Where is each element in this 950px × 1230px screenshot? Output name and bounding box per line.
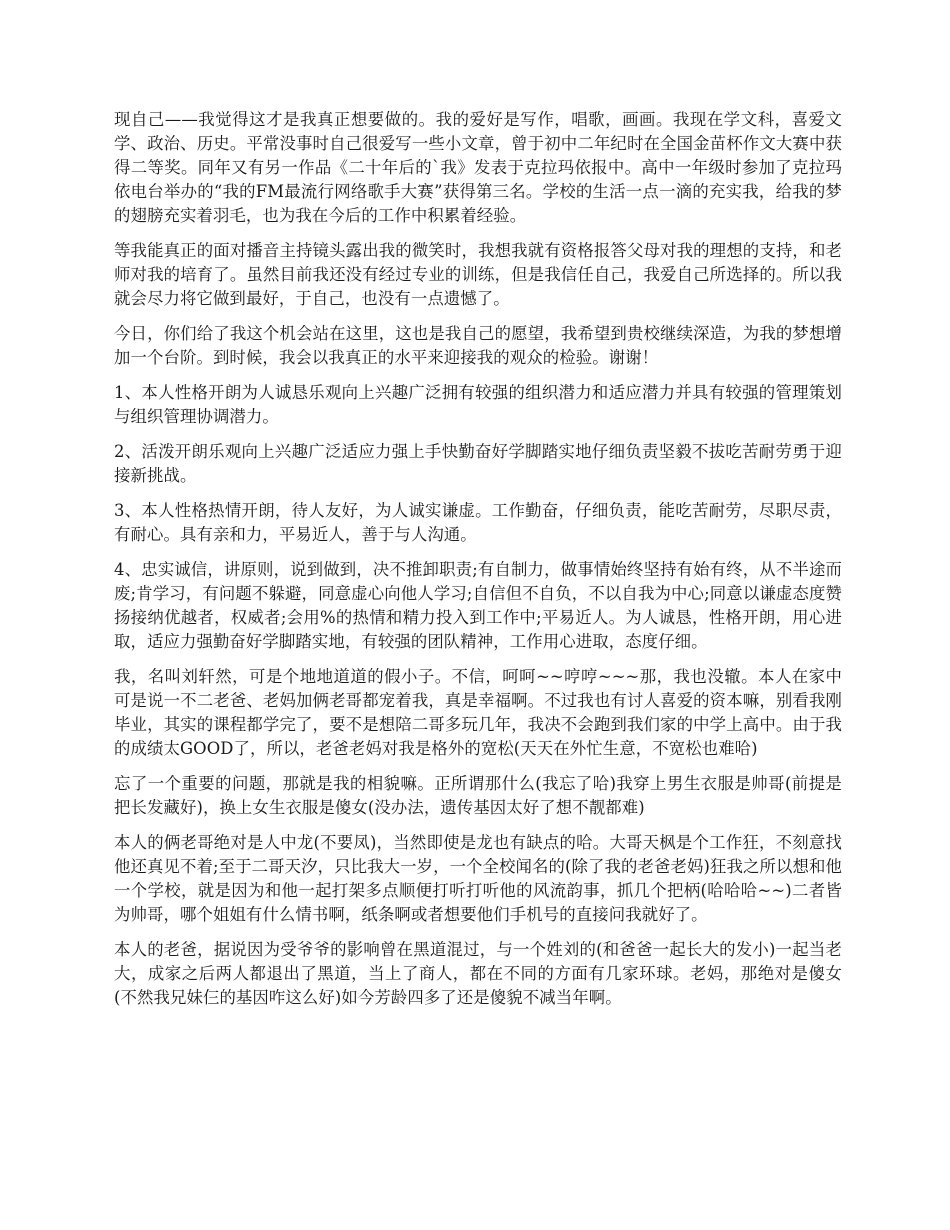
paragraph: 我，名叫刘轩然，可是个地地道道的假小子。不信，呵呵~~哼哼~~~那，我也没辙。本人在家中可是说一不二老爸、老妈加俩老哥都宠着我，真是幸福啊。不过我也有讨人喜爱的资本嘛，别看我刚毕业，其实的课程都学完了，要不是想陪二哥多玩几年，我决不会跑到我们家的中学上高中。由于我的成绩太GOOD了，所以，老爸老妈对我是格外的宽松(天天在外忙生意，不宽松也难哈) bbox=[114, 667, 842, 758]
list-item: 1、本人性格开朗为人诚恳乐观向上兴趣广泛拥有较强的组织潜力和适应潜力并具有较强的管理策划与组织管理协调潜力。 bbox=[114, 383, 842, 426]
list-item: 4、忠实诚信，讲原则，说到做到，决不推卸职责;有自制力，做事情始终坚持有始有终，从不半途而废;肯学习，有问题不躲避，同意虚心向他人学习;自信但不自负，不以自我为中心;同意以谦虚态度赞扬接纳优越者，权威者;会用%的热情和精力投入到工作中;平易近人。为人诚恳，性格开朗，用心进取，适应力强勤奋好学脚踏实地，有较强的团队精神，工作用心进取，态度仔细。 bbox=[114, 560, 842, 651]
paragraph: 今日，你们给了我这个机会站在这里，这也是我自己的愿望，我希望到贵校继续深造，为我的梦想增加一个台阶。到时候，我会以我真正的水平来迎接我的观众的检验。谢谢！ bbox=[114, 324, 842, 367]
paragraph: 忘了一个重要的问题，那就是我的相貌嘛。正所谓那什么(我忘了哈)我穿上男生衣服是帅哥(前提是把长发藏好)，换上女生衣服是傻女(没办法，遗传基因太好了想不靓都难) bbox=[114, 774, 842, 817]
paragraph: 本人的俩老哥绝对是人中龙(不要凤)，当然即使是龙也有缺点的哈。大哥天枫是个工作狂，不刻意找他还真见不着;至于二哥天汐，只比我大一岁，一个全校闻名的(除了我的老爸老妈)狂我之所以想和他一个学校，就是因为和他一起打架多点顺便打听打听他的风流韵事，抓几个把柄(哈哈哈~~)二者皆为帅哥，哪个姐姐有什么情书啊，纸条啊或者想要他们手机号的直接问我就好了。 bbox=[114, 833, 842, 924]
list-item: 3、本人性格热情开朗，待人友好，为人诚实谦虚。工作勤奋，仔细负责，能吃苦耐劳，尽职尽责，有耐心。具有亲和力，平易近人，善于与人沟通。 bbox=[114, 501, 842, 544]
paragraph: 等我能真正的面对播音主持镜头露出我的微笑时，我想我就有资格报答父母对我的理想的支持，和老师对我的培育了。虽然目前我还没有经过专业的训练，但是我信任自己，我爱自己所选择的。所以我就会尽力将它做到最好，于自己，也没有一点遗憾了。 bbox=[114, 241, 842, 308]
list-item: 2、活泼开朗乐观向上兴趣广泛适应力强上手快勤奋好学脚踏实地仔细负责坚毅不拔吃苦耐劳勇于迎接新挑战。 bbox=[114, 442, 842, 485]
paragraph: 本人的老爸，据说因为受爷爷的影响曾在黑道混过，与一个姓刘的(和爸爸一起长大的发小)一起当老大，成家之后两人都退出了黑道，当上了商人，都在不同的方面有几家环球。老妈，那绝对是傻女(不然我兄妹仨的基因咋这么好)如今芳龄四多了还是傻貌不减当年啊。 bbox=[114, 940, 842, 1007]
document-body bbox=[114, 108, 842, 1021]
paragraph: 现自己——我觉得这才是我真正想要做的。我的爱好是写作，唱歌，画画。我现在学文科，喜爱文学、政治、历史。平常没事时自己很爱写一些小文章，曾于初中二年纪时在全国金苗杯作文大赛中获得二等奖。同年又有另一作品《二十年后的`我》发表于克拉玛依报中。高中一年级时参加了克拉玛依电台举办的“我的FM最流行网络歌手大赛”获得第三名。学校的生活一点一滴的充实我，给我的梦的翅膀充实着羽毛，也为我在今后的工作中积累着经验。 bbox=[114, 110, 842, 225]
